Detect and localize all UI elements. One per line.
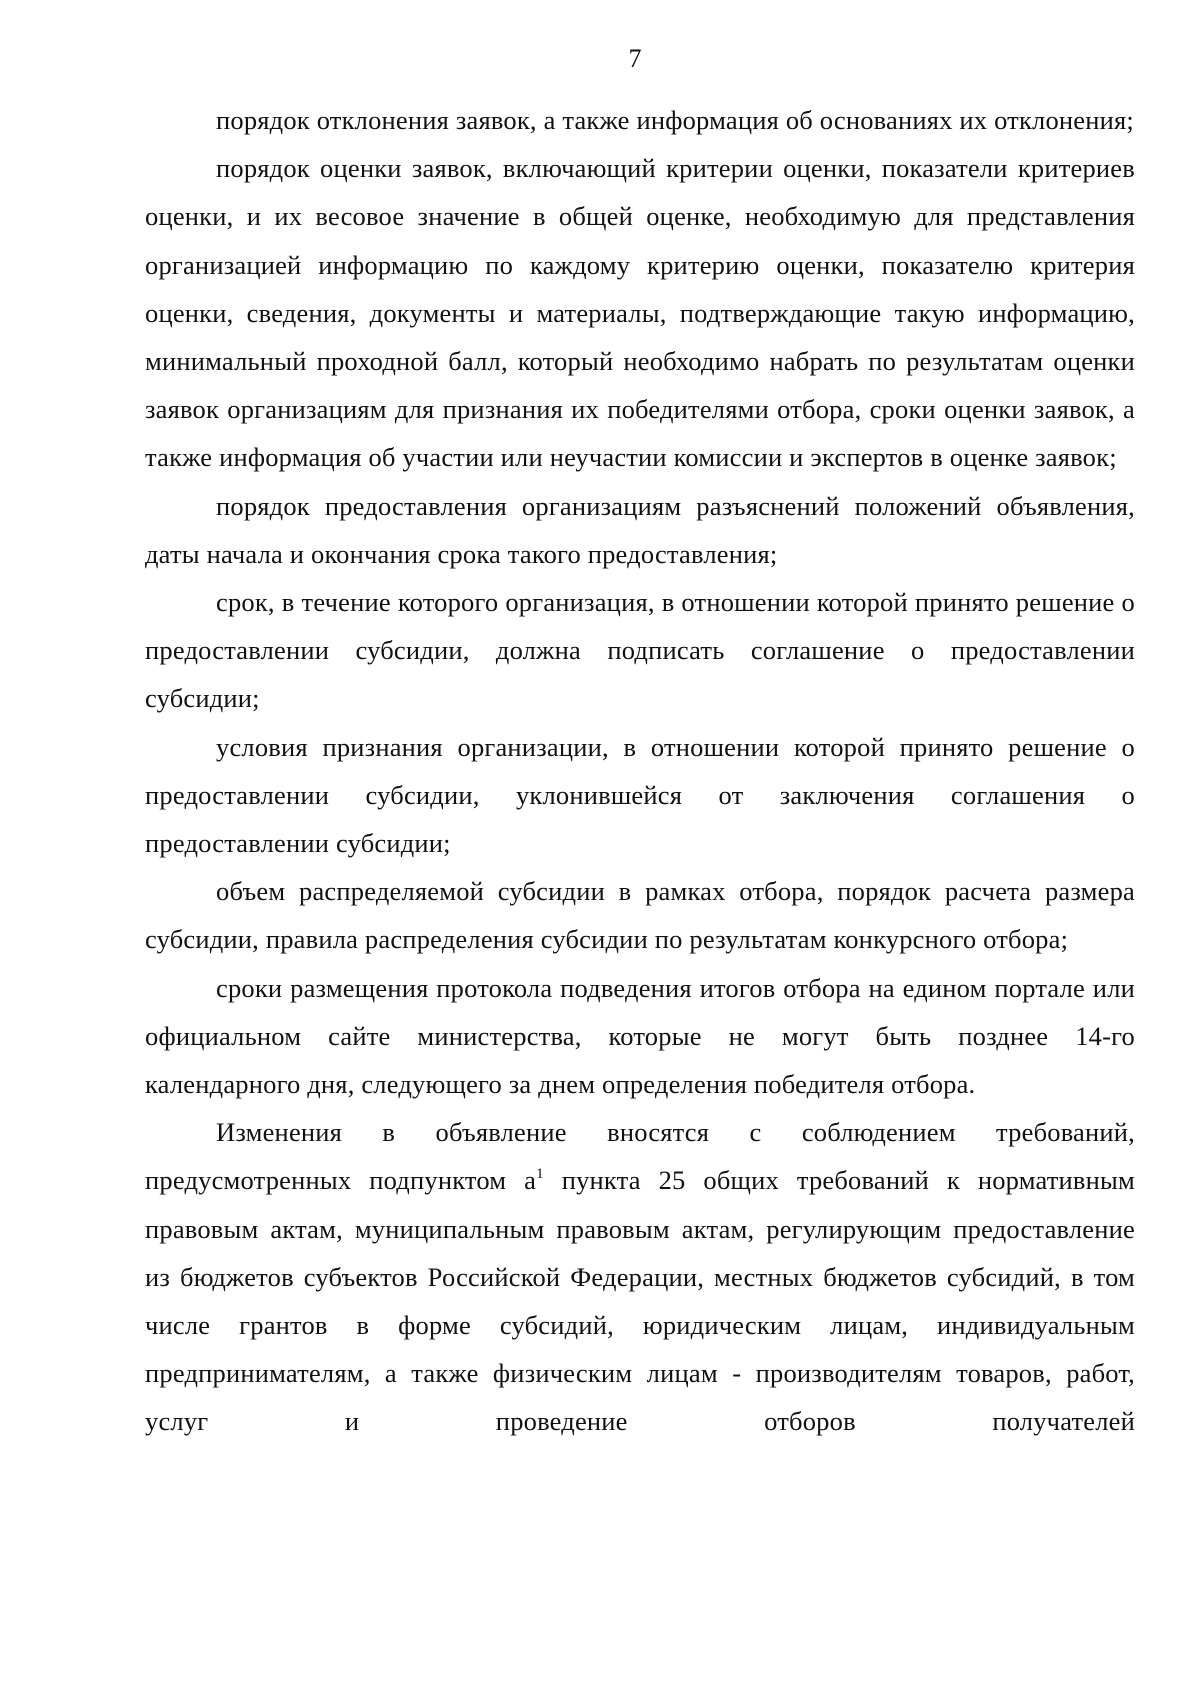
paragraph-protocol-publication: сроки размещения протокола подведения итогов отбора на едином портале или официальном сайте министерства, которые не могут быть позднее 14-го календарного дня, следующего за днем определения победителя отбора. — [145, 972, 1135, 1100]
document-body — [145, 96, 1135, 1446]
changes-text-start: Изменения в объявление вносятся с соблюдением требований, предусмотренных подпунктом а — [145, 1117, 1135, 1196]
paragraph-evaluation-order: порядок оценки заявок, включающий критерии оценки, показатели критериев оценки, и их весовое значение в общей оценке, необходимую для представления организацией информацию по каждому критерию оценки, показателю критерия оценки, сведения, документы и материалы, подтверждающие такую информацию, минимальный проходной балл, который необходимо набрать по результатам оценки заявок организациям для признания их победителями отбора, сроки оценки заявок, а также информация об участии или неучастии комиссии и экспертов в оценке заявок; — [145, 153, 1135, 473]
paragraph-agreement-deadline: срок, в течение которого организация, в отношении которой принято решение о предоставлении субсидии, должна подписать соглашение о предоставлении субсидии; — [145, 587, 1135, 714]
paragraph-rejection-order: порядок отклонения заявок, а также информация об основаниях их отклонения; — [216, 105, 1134, 135]
paragraph-announcement-changes — [145, 1108, 1135, 1445]
page-number: 7 — [628, 44, 642, 73]
paragraph-evasion-conditions: условия признания организации, в отношении которой принято решение о предоставлении субсидии, уклонившейся от заключения соглашения о предоставлении субсидии; — [145, 731, 1135, 859]
paragraph-clarifications: порядок предоставления организациям разъяснений положений объявления, даты начала и окончания срока такого предоставления; — [145, 490, 1135, 569]
changes-text-end: пункта 25 общих требований к нормативным правовым актам, муниципальным правовым актам, регулирующим предоставление из бюджетов субъектов Российской Федерации, местных бюджетов субсидий, в том числе грантов в форме субсидий, юридическим лицам, индивидуальным предпринимателям, а также физическим лицам - производителям товаров, работ, услуг и проведение отборов получателей — [145, 1165, 1135, 1437]
subparagraph-superscript: 1 — [536, 1166, 544, 1183]
paragraph-subsidy-volume: объем распределяемой субсидии в рамках отбора, порядок расчета размера субсидии, правила распределения субсидии по результатам конкурсного отбора; — [145, 876, 1135, 955]
